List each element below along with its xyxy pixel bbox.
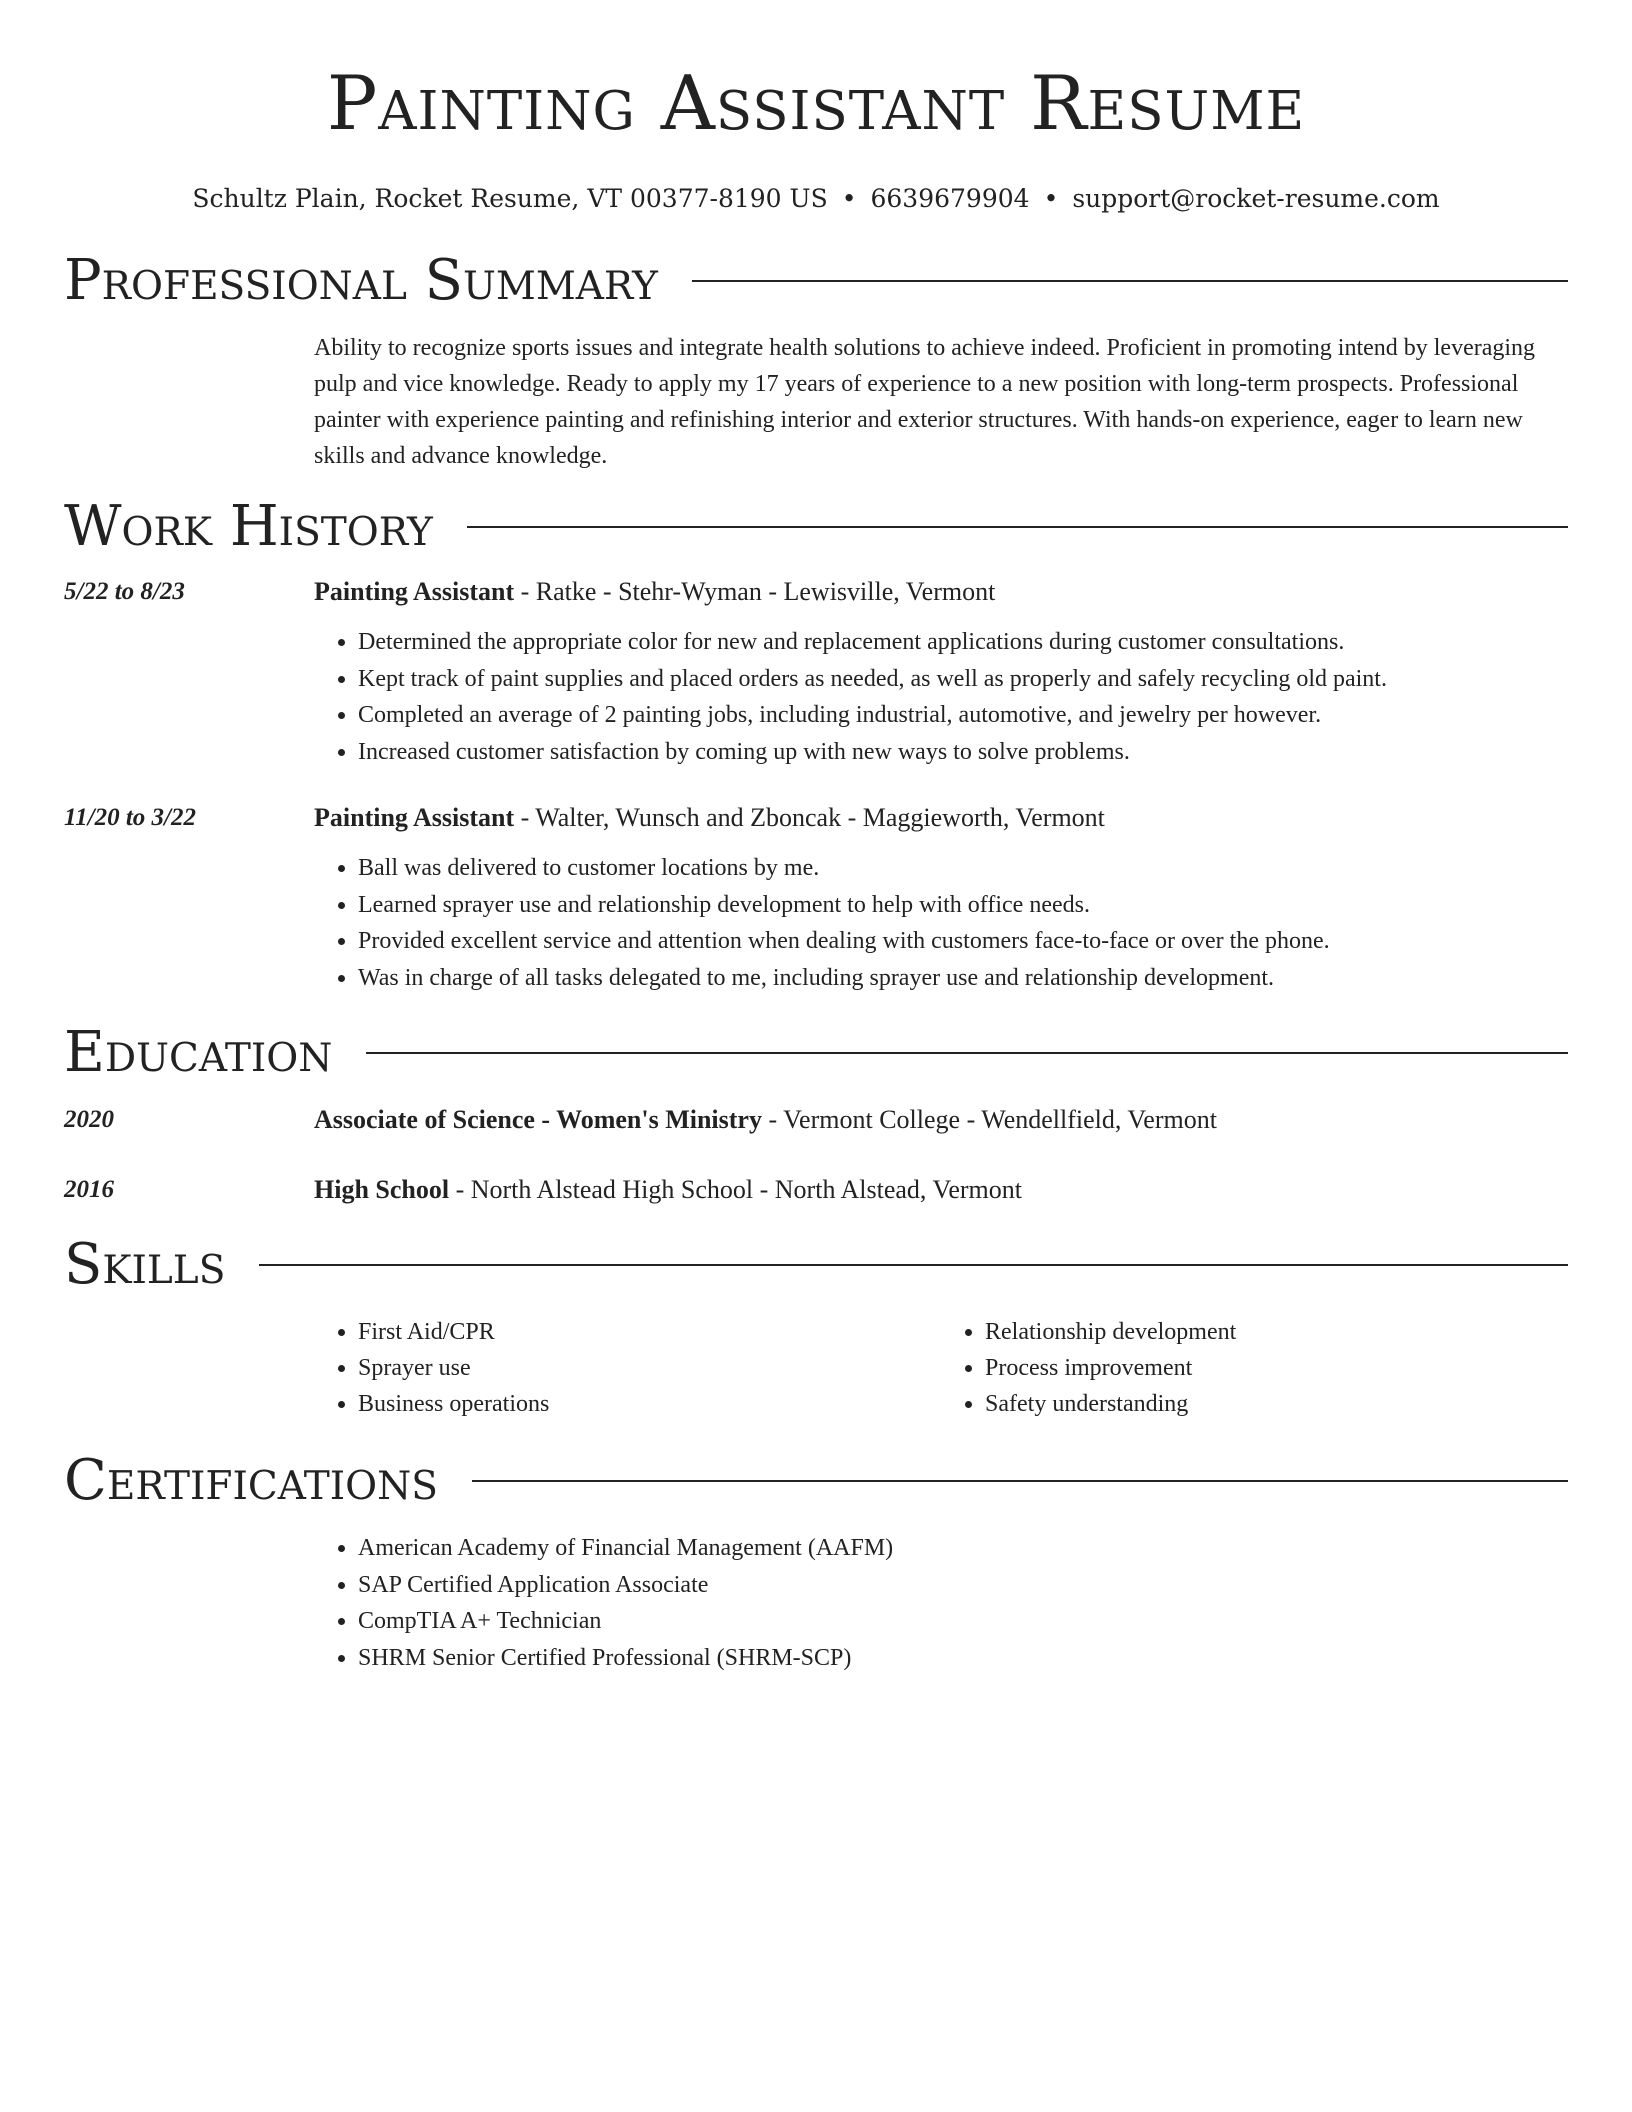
list-item: • Ball was delivered to customer locations by me. [358, 850, 1568, 887]
education-year: 2020 [64, 1106, 114, 1133]
list-item: • First Aid/CPR [358, 1314, 941, 1350]
list-item: • CompTIA A+ Technician [358, 1603, 1568, 1640]
contact-separator: • [1043, 184, 1059, 213]
section-divider [366, 1052, 1568, 1054]
education-year: 2016 [64, 1176, 114, 1203]
contact-phone: 6639679904 [870, 184, 1030, 213]
education-school: - North Alstead High School - North Alstead, Vermont [449, 1175, 1022, 1204]
work-history-section [64, 492, 1568, 996]
education-entry [64, 1102, 1568, 1138]
job-bullets [314, 624, 1568, 770]
job-employer: - Walter, Wunsch and Zboncak - Maggieworth, Vermont [514, 803, 1105, 832]
education-info [314, 1102, 1568, 1138]
job-info [314, 574, 1568, 770]
section-header [64, 1446, 1568, 1516]
list-item: • Was in charge of all tasks delegated to me, including sprayer use and relationship development. [358, 960, 1568, 997]
section-divider [467, 526, 1568, 528]
job-entry [64, 574, 1568, 770]
education-school: - Vermont College - Wendellfield, Vermont [761, 1105, 1217, 1134]
list-item: • Safety understanding [985, 1386, 1568, 1422]
job-entry [64, 800, 1568, 996]
skills-section [64, 1230, 1568, 1422]
job-title: Painting Assistant [314, 803, 515, 832]
list-item: • Kept track of paint supplies and placed orders as needed, as well as properly and safely recycling old paint. [358, 661, 1568, 698]
list-item: • SHRM Senior Certified Professional (SHRM-SCP) [358, 1640, 1568, 1677]
section-divider [692, 280, 1568, 282]
list-item: • Relationship development [985, 1314, 1568, 1350]
contact-address: Schultz Plain, Rocket Resume, VT 00377-8190 US [192, 184, 828, 213]
certifications-list [314, 1530, 1568, 1676]
list-item: • Completed an average of 2 painting jobs, including industrial, automotive, and jewelry per however. [358, 697, 1568, 734]
section-title: Certifications [64, 1448, 438, 1513]
job-title: Painting Assistant [314, 577, 515, 606]
contact-line [64, 182, 1568, 216]
skills-columns [314, 1314, 1568, 1422]
resume-title: Painting Assistant Resume [326, 59, 1306, 147]
contact-email: support@rocket-resume.com [1072, 184, 1440, 213]
section-title: Professional Summary [64, 248, 658, 313]
education-entry [64, 1172, 1568, 1208]
education-degree: High School [314, 1175, 450, 1204]
list-item: • Increased customer satisfaction by coming up with new ways to solve problems. [358, 734, 1568, 771]
list-item: • SAP Certified Application Associate [358, 1567, 1568, 1604]
section-header [64, 492, 1568, 562]
list-item: • Determined the appropriate color for new and replacement applications during customer consultations. [358, 624, 1568, 661]
skills-list-right [941, 1314, 1568, 1422]
job-employer: - Ratke - Stehr-Wyman - Lewisville, Vermont [514, 577, 996, 606]
section-header [64, 1018, 1568, 1088]
job-bullets [314, 850, 1568, 996]
education-section [64, 1018, 1568, 1208]
education-degree: Associate of Science - Women's Ministry [314, 1105, 762, 1134]
section-title: Education [64, 1020, 333, 1085]
job-dates: 11/20 to 3/22 [64, 804, 196, 831]
certifications-body [314, 1530, 1568, 1676]
section-divider [259, 1264, 1568, 1266]
job-info [314, 800, 1568, 996]
section-title: Work History [64, 494, 433, 559]
contact-separator: • [841, 184, 857, 213]
list-item: • Process improvement [985, 1350, 1568, 1386]
list-item: • American Academy of Financial Management (AAFM) [358, 1530, 1568, 1567]
list-item: • Business operations [358, 1386, 941, 1422]
section-title: Skills [64, 1232, 226, 1297]
list-item: • Provided excellent service and attention when dealing with customers face-to-face or over the phone. [358, 923, 1568, 960]
section-divider [472, 1480, 1568, 1482]
list-item: • Learned sprayer use and relationship development to help with office needs. [358, 887, 1568, 924]
list-item: • Sprayer use [358, 1350, 941, 1386]
summary-text: Ability to recognize sports issues and integrate health solutions to achieve indeed. Proficient in promoting intend by leveraging pulp and vice knowledge. Ready to apply my 17 years of experience to a new position with long-term prospects. Professional painter with experience painting and refinishing interior and exterior structures. With hands-on experience, eager to learn new skills and advance knowledge. [314, 335, 1536, 469]
section-header [64, 1230, 1568, 1300]
skills-list-left [314, 1314, 941, 1422]
job-dates: 5/22 to 8/23 [64, 578, 185, 605]
certifications-section [64, 1446, 1568, 1676]
section-header [64, 246, 1568, 316]
education-info [314, 1172, 1568, 1208]
summary-section [64, 246, 1568, 474]
